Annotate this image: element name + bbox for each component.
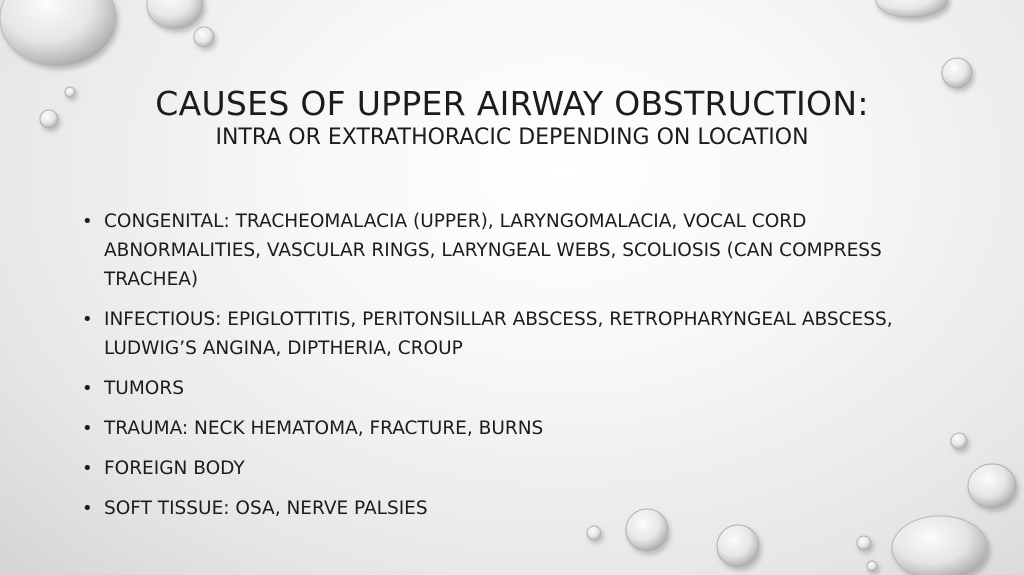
bullet-text: FOREIGN BODY: [104, 458, 245, 479]
droplet: [968, 464, 1016, 508]
bullet-dot-icon: •: [82, 309, 93, 330]
bullet-dot-icon: •: [82, 498, 93, 519]
bullet-item: [82, 494, 922, 523]
bullet-item: [82, 305, 922, 363]
bullet-item: [82, 374, 922, 403]
droplet: [876, 0, 948, 18]
bullet-dot-icon: •: [82, 378, 93, 399]
droplet: [857, 536, 871, 550]
droplet: [0, 0, 116, 66]
bullet-dot-icon: •: [82, 458, 93, 479]
slide-title: CAUSES OF UPPER AIRWAY OBSTRUCTION:: [155, 84, 869, 123]
bullet-text: CONGENITAL: TRACHEOMALACIA (UPPER), LARYNGOMALACIA, VOCAL CORD ABNORMALITIES, VASCULAR RINGS, LARYNGEAL WEBS, SCOLIOSIS (CAN COMPRESS TRACHEA): [104, 211, 882, 290]
droplet: [194, 27, 214, 47]
droplet: [867, 561, 877, 571]
bullet-text: TUMORS: [104, 378, 184, 399]
bullet-text: INFECTIOUS: EPIGLOTTITIS, PERITONSILLAR ABSCESS, RETROPHARYNGEAL ABSCESS, LUDWIG’S ANGINA, DIPTHERIA, CROUP: [104, 309, 893, 359]
title-block: [0, 84, 1024, 152]
bullet-item: [82, 207, 922, 294]
droplet: [147, 0, 203, 29]
bullet-text: SOFT TISSUE: OSA, NERVE PALSIES: [104, 498, 428, 519]
bullet-text: TRAUMA: NECK HEMATOMA, FRACTURE, BURNS: [104, 418, 544, 439]
bullet-list: [82, 207, 922, 534]
droplet: [951, 433, 967, 449]
bullet-dot-icon: •: [82, 418, 93, 439]
slide-subtitle: INTRA OR EXTRATHORACIC DEPENDING ON LOCATION: [215, 125, 809, 150]
bullet-item: [82, 414, 922, 443]
bullet-dot-icon: •: [82, 211, 93, 232]
bullet-item: [82, 454, 922, 483]
